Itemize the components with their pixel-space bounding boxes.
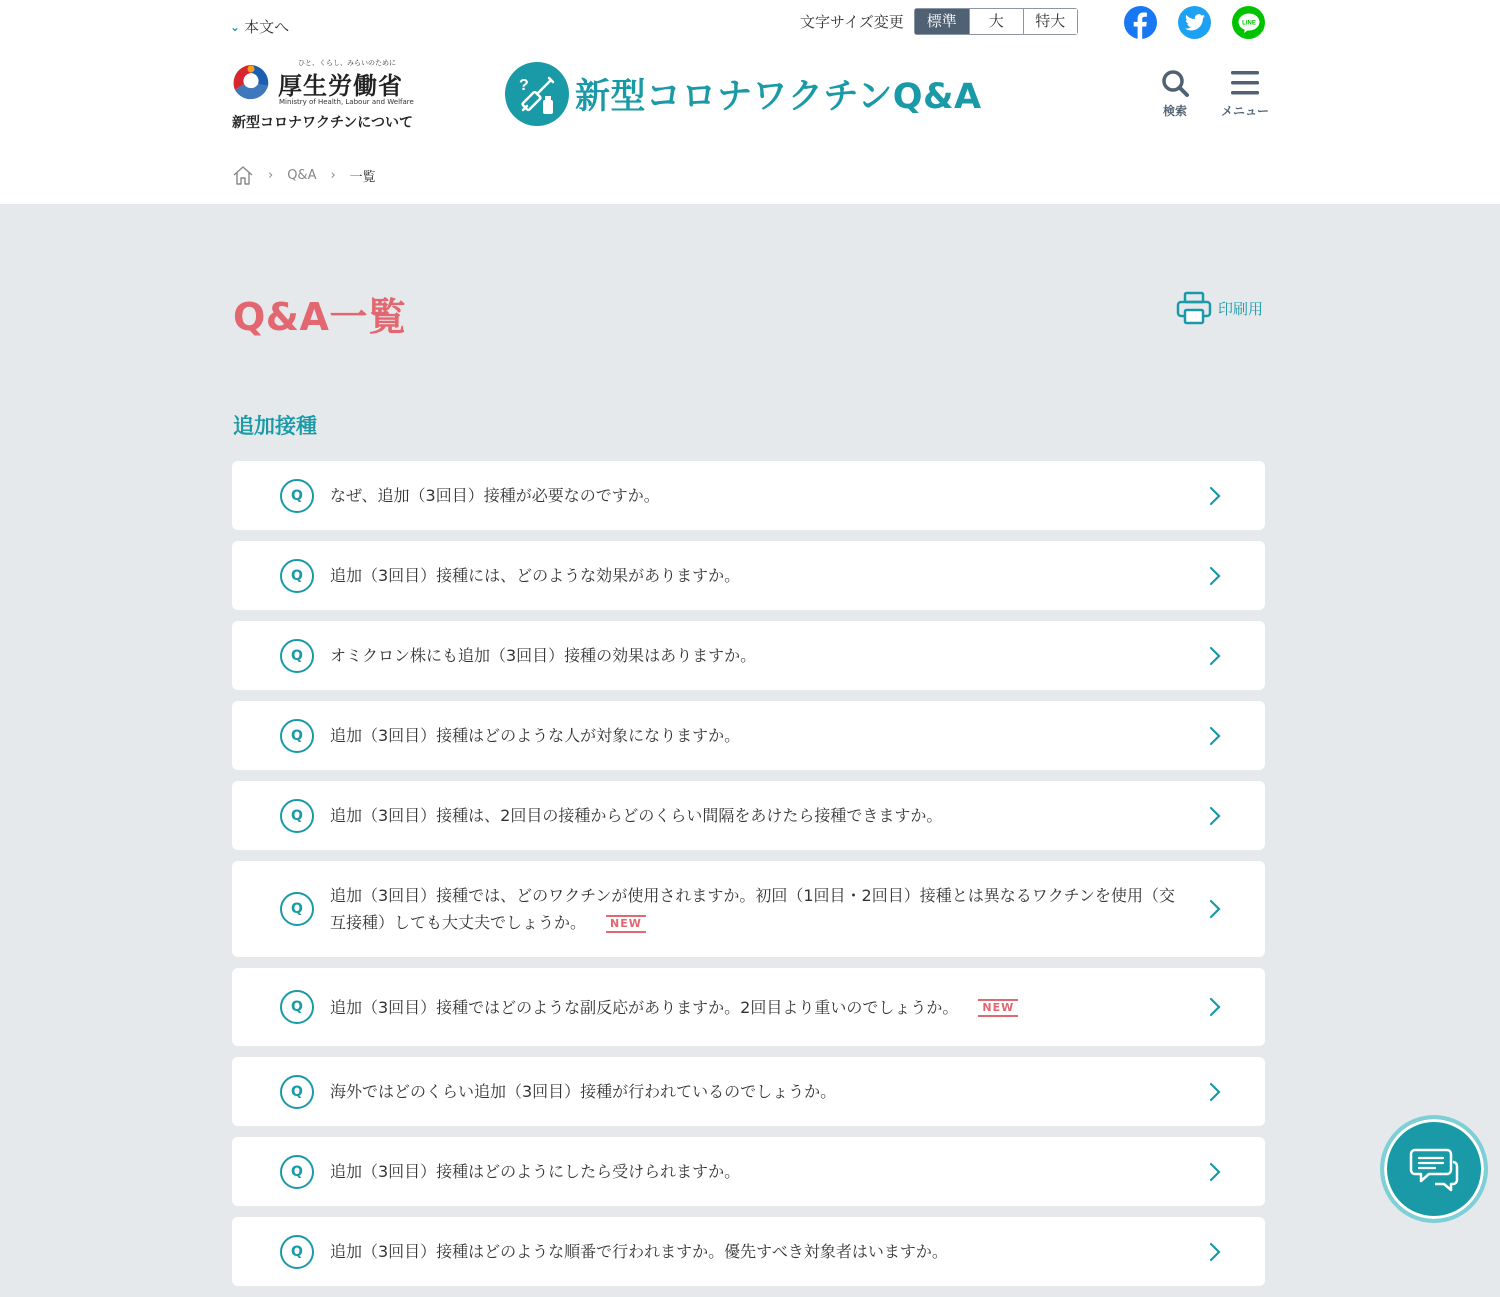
- question-icon: Q: [280, 639, 314, 673]
- chevron-right-icon: [1209, 1162, 1221, 1182]
- qa-item[interactable]: [232, 1057, 1265, 1126]
- question-text: なぜ、追加（3回目）接種が必要なのですか。: [330, 486, 660, 505]
- line-share-button[interactable]: [1232, 6, 1265, 39]
- question-icon: Q: [280, 892, 314, 926]
- chat-icon: [1409, 1144, 1459, 1194]
- question-icon: Q: [280, 799, 314, 833]
- print-label: 印刷用: [1218, 299, 1264, 318]
- chevron-right-icon: [1209, 899, 1221, 919]
- printer-icon: [1176, 291, 1212, 325]
- qa-list: [232, 461, 1265, 1297]
- question-text: 追加（3回目）接種はどのようにしたら受けられますか。: [330, 1162, 741, 1181]
- breadcrumb-qa-link[interactable]: Q&A: [287, 167, 317, 183]
- home-icon[interactable]: [232, 164, 254, 186]
- chevron-right-icon: [1209, 486, 1221, 506]
- chevron-right-icon: [1209, 1082, 1221, 1102]
- qa-item[interactable]: [232, 1217, 1265, 1286]
- font-size-xlarge-button[interactable]: 特大: [1023, 9, 1077, 34]
- twitter-icon: [1185, 14, 1205, 31]
- qa-item[interactable]: [232, 621, 1265, 690]
- site-header: [0, 0, 1500, 204]
- breadcrumb-current: 一覧: [349, 169, 376, 185]
- qa-item[interactable]: [232, 701, 1265, 770]
- svg-text:LINE: LINE: [1241, 20, 1256, 26]
- font-size-label: 文字サイズ変更: [800, 13, 904, 31]
- twitter-share-button[interactable]: [1178, 6, 1211, 39]
- qa-item[interactable]: [232, 541, 1265, 610]
- menu-label: メニュー: [1221, 104, 1270, 118]
- question-text: 追加（3回目）接種はどのような順番で行われますか。優先すべき対象者はいますか。: [330, 1242, 948, 1261]
- font-size-standard-button[interactable]: 標準: [915, 9, 969, 34]
- skip-to-content-link[interactable]: [230, 16, 289, 37]
- facebook-share-button[interactable]: [1124, 6, 1157, 39]
- page-title: Q&A一覧: [233, 295, 407, 339]
- chevron-right-icon: [1209, 566, 1221, 586]
- chat-button[interactable]: [1380, 1115, 1488, 1223]
- chevron-right-icon: [1209, 726, 1221, 746]
- vaccine-icon: [505, 62, 569, 126]
- site-title: 新型コロナワクチンQ&A: [575, 77, 982, 117]
- svg-text:?: ?: [519, 77, 529, 94]
- qa-item[interactable]: [232, 968, 1265, 1046]
- search-label: 検索: [1162, 104, 1187, 118]
- chevron-right-icon: [1209, 1242, 1221, 1262]
- qa-item[interactable]: [232, 461, 1265, 530]
- chevron-right-icon: ›: [330, 167, 336, 183]
- chevron-down-icon: ⌄: [230, 19, 241, 34]
- question-icon: Q: [280, 479, 314, 513]
- qa-item[interactable]: [232, 861, 1265, 957]
- question-icon: Q: [280, 990, 314, 1024]
- font-size-switcher: [800, 8, 1078, 35]
- question-text: 追加（3回目）接種には、どのような効果がありますか。: [330, 566, 741, 585]
- mhlw-subtitle: 新型コロナワクチンについて: [232, 115, 414, 131]
- new-badge: NEW: [978, 999, 1018, 1017]
- mhlw-mark-icon: [230, 62, 272, 104]
- question-icon: Q: [280, 1075, 314, 1109]
- question-text: [330, 994, 1018, 1021]
- mhlw-english-name: Ministry of Health, Labour and Welfare: [279, 98, 414, 106]
- print-button[interactable]: [1176, 291, 1263, 325]
- font-size-large-button[interactable]: 大: [969, 9, 1023, 34]
- site-logo[interactable]: [505, 62, 982, 126]
- hamburger-menu-icon: [1230, 68, 1260, 98]
- qa-item[interactable]: [232, 1137, 1265, 1206]
- facebook-icon: [1124, 6, 1157, 39]
- skip-link-label: 本文へ: [244, 18, 290, 36]
- mhlw-name: 厚生労働省: [278, 72, 403, 100]
- search-button[interactable]: [1160, 68, 1190, 119]
- question-text: 追加（3回目）接種は、2回目の接種からどのくらい間隔をあけたら接種できますか。: [330, 806, 943, 825]
- question-text: 追加（3回目）接種はどのような人が対象になりますか。: [330, 726, 741, 745]
- line-icon: [1238, 13, 1260, 33]
- question-text-body: 追加（3回目）接種ではどのような副反応がありますか。2回目より重いのでしょうか。: [330, 997, 959, 1017]
- chevron-right-icon: ›: [268, 167, 274, 183]
- qa-item[interactable]: [232, 781, 1265, 850]
- mhlw-logo[interactable]: [230, 58, 414, 132]
- breadcrumb: [232, 164, 376, 186]
- font-size-buttons: [914, 8, 1078, 35]
- menu-button[interactable]: [1221, 68, 1269, 119]
- chevron-right-icon: [1209, 806, 1221, 826]
- question-text: オミクロン株にも追加（3回目）接種の効果はありますか。: [330, 646, 757, 665]
- question-icon: Q: [280, 719, 314, 753]
- question-text: [330, 882, 1175, 936]
- question-icon: Q: [280, 1155, 314, 1189]
- mhlw-tagline: ひと、くらし、みらいのために: [298, 59, 396, 67]
- question-icon: Q: [280, 559, 314, 593]
- question-icon: Q: [280, 1235, 314, 1269]
- section-title: 追加接種: [233, 414, 317, 438]
- question-text-body: 追加（3回目）接種では、どのワクチンが使用されますか。初回（1回目・2回目）接種とは異なるワクチンを使用（交互接種）しても大丈夫でしょうか。: [330, 886, 1175, 932]
- search-icon: [1160, 68, 1190, 98]
- new-badge: NEW: [606, 915, 646, 933]
- chevron-right-icon: [1209, 997, 1221, 1017]
- question-text: 海外ではどのくらい追加（3回目）接種が行われているのでしょうか。: [330, 1082, 837, 1101]
- chevron-right-icon: [1209, 646, 1221, 666]
